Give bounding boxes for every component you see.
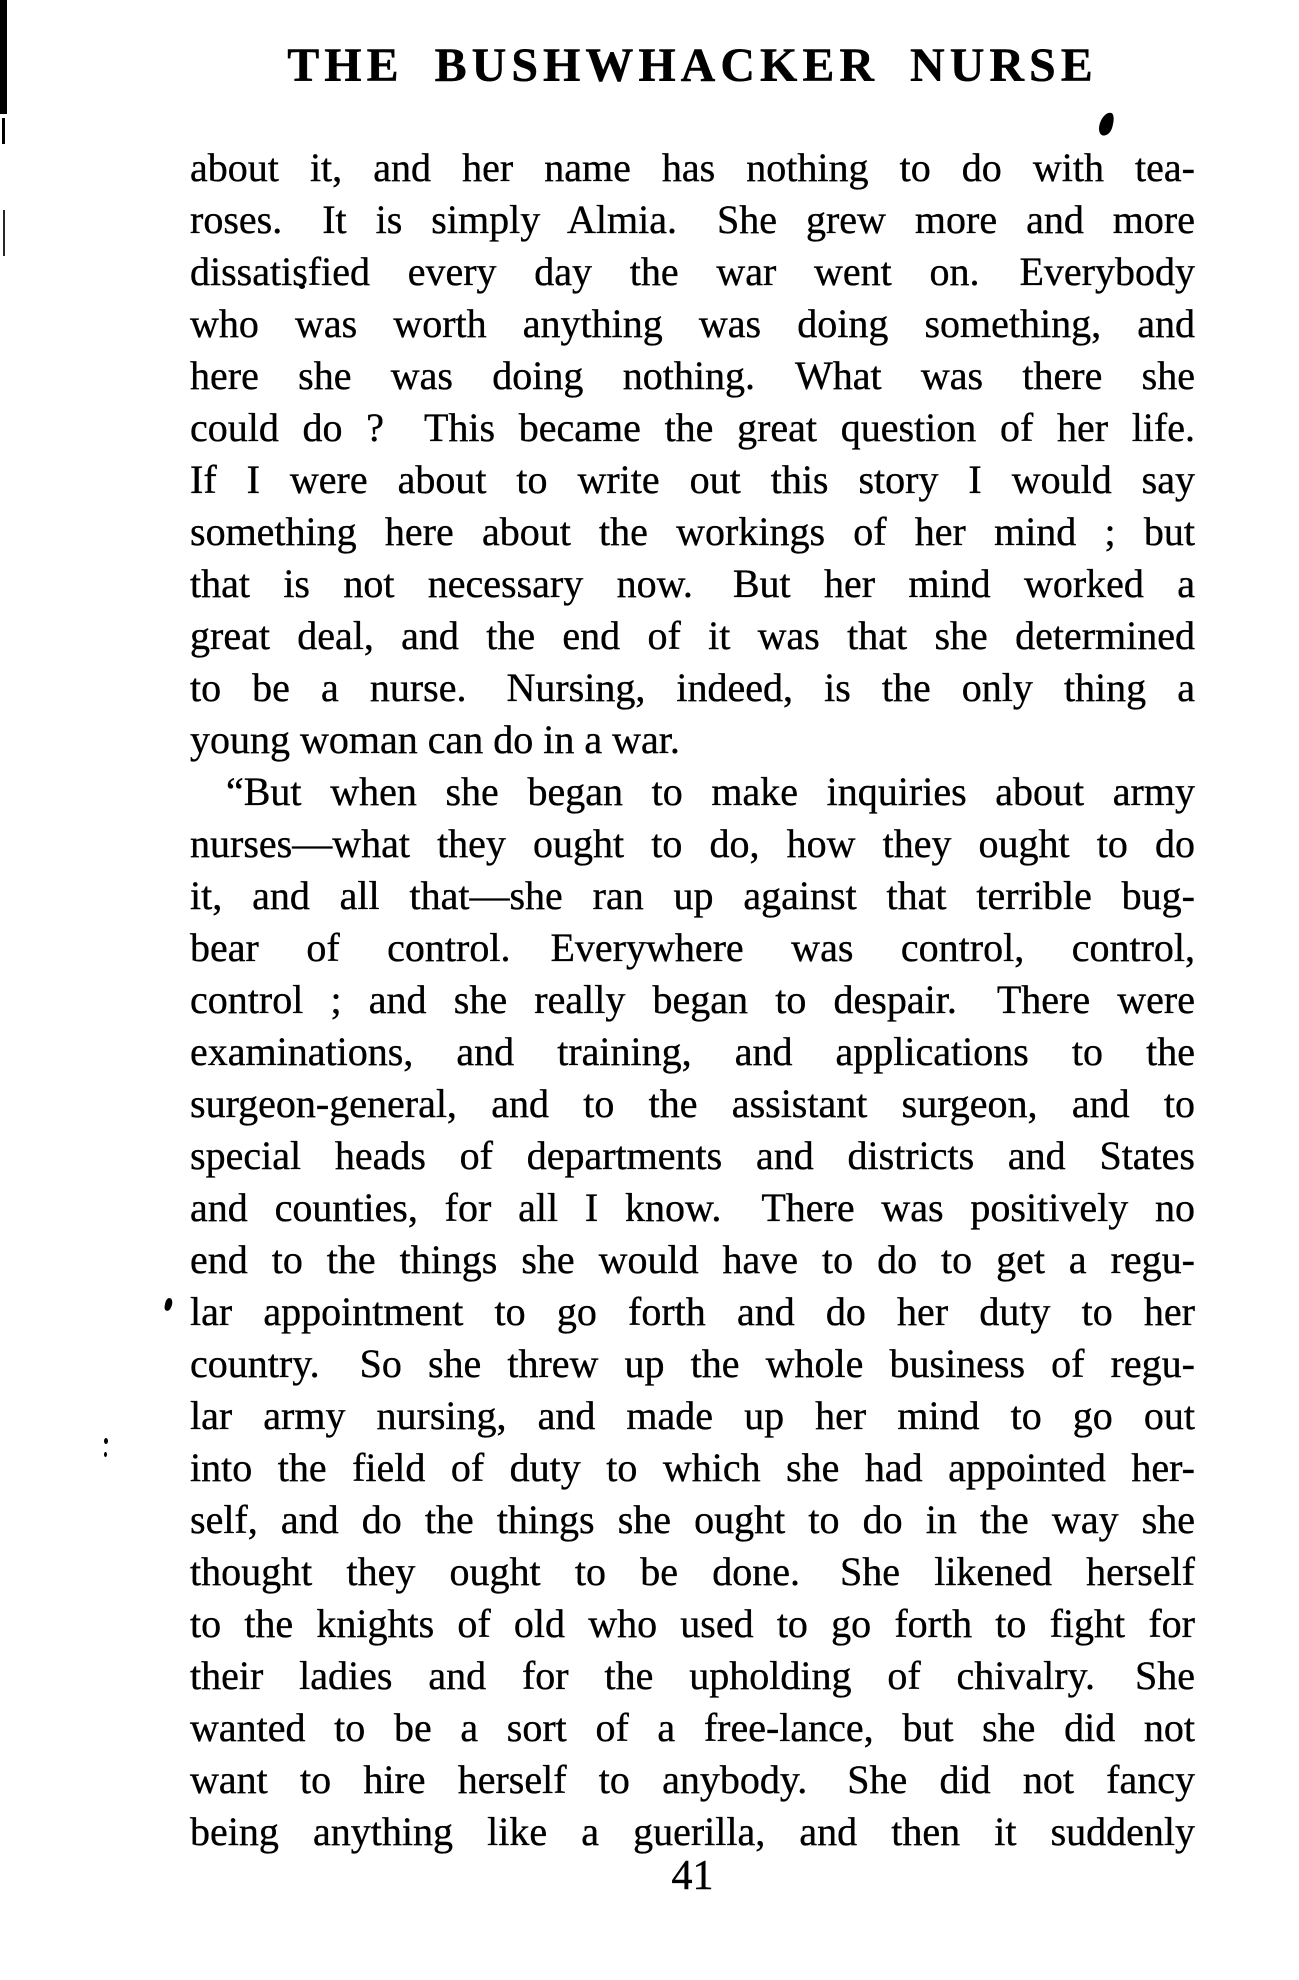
page-body <box>190 142 1195 1858</box>
text-line: dissatisfied every day the war went on. Everybody <box>190 249 1195 294</box>
text-line: special heads of departments and districts and States <box>190 1133 1195 1178</box>
scan-artifact-left-speck <box>3 210 5 256</box>
text-line: about it, and her name has nothing to do with tea- <box>190 145 1195 190</box>
text-line: If I were about to write out this story I would say <box>190 457 1195 502</box>
page-number: 41 <box>671 1853 714 1899</box>
text-line: nurses—what they ought to do, how they ought to do <box>190 821 1195 866</box>
scan-artifact-dot <box>104 1452 107 1457</box>
text-line: end to the things she would have to do to get a regu- <box>190 1237 1195 1282</box>
text-line: to be a nurse. Nursing, indeed, is the only thing a <box>190 665 1195 710</box>
scan-artifact-comma-mark <box>164 1297 174 1311</box>
text-line: bear of control. Everywhere was control, control, <box>190 925 1195 970</box>
text-line: here she was doing nothing. What was there she <box>190 353 1195 398</box>
page-title: THE BUSHWHACKER NURSE <box>287 39 1098 92</box>
text-line: thought they ought to be done. She likened herself <box>190 1549 1195 1594</box>
scan-artifact-left-bar <box>0 0 7 114</box>
text-line: and counties, for all I know. There was positively no <box>190 1185 1195 1230</box>
text-line: could do ? This became the great question of her life. <box>190 405 1195 450</box>
text-line: something here about the workings of her mind ; but <box>190 509 1195 554</box>
text-line: lar appointment to go forth and do her duty to her <box>190 1289 1195 1334</box>
text-line: examinations, and training, and applications to the <box>190 1029 1195 1074</box>
text-line: “But when she began to make inquiries about army <box>226 769 1195 814</box>
text-line: their ladies and for the upholding of chivalry. She <box>190 1653 1195 1698</box>
text-line: that is not necessary now. But her mind worked a <box>190 561 1195 606</box>
text-line: control ; and she really began to despair. There were <box>190 977 1195 1022</box>
text-line: want to hire herself to anybody. She did not fancy <box>190 1757 1195 1802</box>
scan-artifact-left-speck <box>2 118 5 144</box>
text-line: self, and do the things she ought to do in the way she <box>190 1497 1195 1542</box>
text-line: wanted to be a sort of a free-lance, but she did not <box>190 1705 1195 1750</box>
text-line: into the field of duty to which she had appointed her- <box>190 1445 1195 1490</box>
text-line: roses. It is simply Almia. She grew more and more <box>190 197 1195 242</box>
text-line: great deal, and the end of it was that she determined <box>190 613 1195 658</box>
text-line: young woman can do in a war. <box>190 717 680 762</box>
scan-artifact-ink-drop <box>1097 111 1117 138</box>
text-line: it, and all that—she ran up against that terrible bug- <box>190 873 1195 918</box>
scan-artifact-dot <box>104 1438 108 1444</box>
text-line: lar army nursing, and made up her mind to go out <box>190 1393 1195 1438</box>
text-line: to the knights of old who used to go forth to fight for <box>190 1601 1195 1646</box>
text-line: surgeon-general, and to the assistant surgeon, and to <box>190 1081 1195 1126</box>
text-line: country. So she threw up the whole business of regu- <box>190 1341 1195 1386</box>
text-line: being anything like a guerilla, and then it suddenly <box>190 1809 1195 1854</box>
text-line: who was worth anything was doing something, and <box>190 301 1195 346</box>
